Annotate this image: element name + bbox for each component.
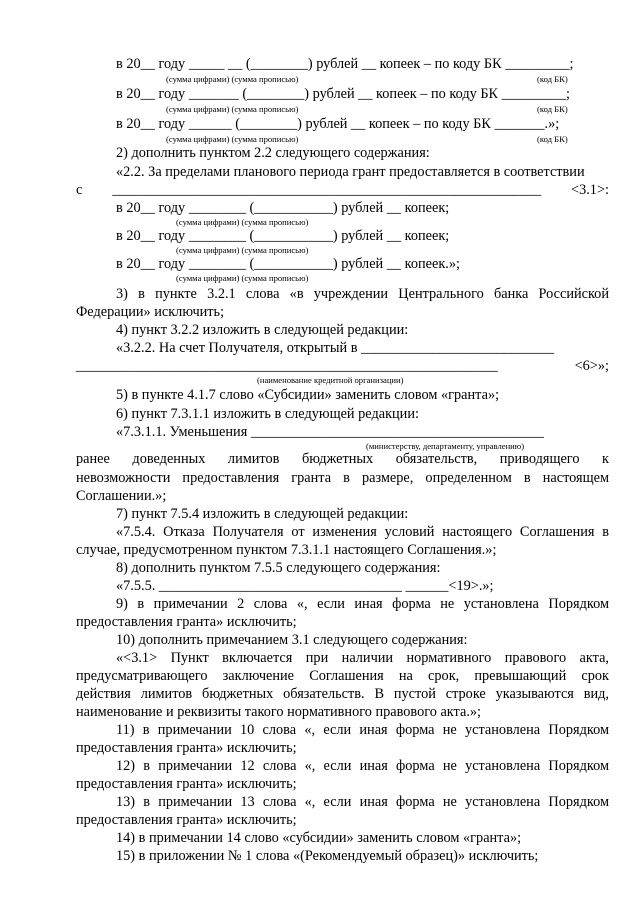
field-caption: (сумма цифрами) (сумма прописью) bbox=[166, 74, 299, 84]
text-line: «7.3.1.1. Уменьшения _________________________________________ bbox=[116, 424, 544, 440]
text-line: Федерации» исключить; bbox=[76, 304, 225, 320]
text-line: случае, предусмотренном пунктом 7.3.1.1 настоящего Соглашения.»; bbox=[76, 542, 497, 558]
text-line: 13) в примечании 13 слова «, если иная форма не установлена Порядком bbox=[116, 794, 609, 810]
text-line: действия лимитов бюджетных обязательств. В пустой строке указываются вид, bbox=[76, 686, 609, 702]
text-line: 6) пункт 7.3.1.1 изложить в следующей редакции: bbox=[116, 406, 419, 422]
text-line: 3) в пункте 3.2.1 слова «в учреждении Центрального банка Российской bbox=[116, 286, 609, 302]
text-line: «7.5.5. __________________________________ ______<19>.»; bbox=[116, 578, 494, 594]
text-line: невозможности предоставления гранта в размере, определенном в настоящем bbox=[76, 470, 609, 486]
field-caption: (код БК) bbox=[537, 74, 568, 84]
text-line: 15) в приложении № 1 слова «(Рекомендуемый образец)» исключить; bbox=[116, 848, 539, 864]
text-line: 12) в примечании 12 слова «, если иная форма не установлена Порядком bbox=[116, 758, 609, 774]
text-line: ___________________________________________________________ <6>»; bbox=[76, 358, 609, 374]
field-caption: (сумма цифрами) (сумма прописью) bbox=[176, 217, 309, 227]
text-line: 7) пункт 7.5.4 изложить в следующей редакции: bbox=[116, 506, 409, 522]
text-line: предоставления гранта» исключить; bbox=[76, 776, 297, 792]
text-line: предоставления гранта» исключить; bbox=[76, 812, 297, 828]
text-line: с ____________________________________________________________ <3.1>: bbox=[76, 182, 609, 198]
text-line: Соглашении.»; bbox=[76, 488, 167, 504]
text-line: 11) в примечании 10 слова «, если иная форма не установлена Порядком bbox=[116, 722, 609, 738]
field-caption: (сумма цифрами) (сумма прописью) bbox=[176, 273, 309, 283]
text-line: «7.5.4. Отказа Получателя от изменения условий настоящего Соглашения в bbox=[116, 524, 609, 540]
field-caption: (министерству, департаменту, управлению) bbox=[366, 441, 525, 451]
text-line: 9) в примечании 2 слова «, если иная форма не установлена Порядком bbox=[116, 596, 609, 612]
text-line: «2.2. За пределами планового периода грант предоставляется в соответствии bbox=[116, 164, 585, 180]
text-line: «<3.1> Пункт включается при наличии нормативного правового акта, bbox=[116, 650, 609, 666]
field-caption: (сумма цифрами) (сумма прописью) bbox=[176, 245, 309, 255]
text-line: 8) дополнить пунктом 7.5.5 следующего содержания: bbox=[116, 560, 441, 576]
field-caption: (код БК) bbox=[537, 134, 568, 144]
text-line: 14) в примечании 14 слово «субсидии» заменить словом «гранта»; bbox=[116, 830, 522, 846]
text-line: в 20__ году _______ (________) рублей __ копеек – по коду БК _________; bbox=[116, 86, 570, 102]
text-line: 2) дополнить пунктом 2.2 следующего содержания: bbox=[116, 145, 430, 161]
field-caption: (сумма цифрами) (сумма прописью) bbox=[166, 134, 299, 144]
field-caption: (наименование кредитной организации) bbox=[257, 375, 404, 385]
text-line: 10) дополнить примечанием 3.1 следующего содержания: bbox=[116, 632, 468, 648]
text-line: наименование и реквизиты такого нормативного правового акта.»; bbox=[76, 704, 482, 720]
text-line: 4) пункт 3.2.2 изложить в следующей редакции: bbox=[116, 322, 409, 338]
text-line: «3.2.2. На счет Получателя, открытый в ___________________________ bbox=[116, 340, 555, 356]
text-line: в 20__ году _____ __ (________) рублей __ копеек – по коду БК _________; bbox=[116, 56, 574, 72]
text-line: в 20__ году ________ (___________) рублей __ копеек; bbox=[116, 228, 450, 244]
field-caption: (сумма цифрами) (сумма прописью) bbox=[166, 104, 299, 114]
field-caption: (код БК) bbox=[537, 104, 568, 114]
text-line: 5) в пункте 4.1.7 слово «Субсидии» заменить словом «гранта»; bbox=[116, 387, 500, 403]
text-line: в 20__ году ________ (___________) рублей __ копеек; bbox=[116, 200, 450, 216]
text-line: предоставления гранта» исключить; bbox=[76, 740, 297, 756]
text-line: предусматривающего заключение Соглашения на срок, превышающий срок bbox=[76, 668, 609, 684]
text-line: в 20__ году ________ (___________) рублей __ копеек.»; bbox=[116, 256, 460, 272]
text-line: предоставления гранта» исключить; bbox=[76, 614, 297, 630]
text-line: в 20__ году ______ (________) рублей __ копеек – по коду БК _______.»; bbox=[116, 116, 560, 132]
text-line: ранее доведенных лимитов бюджетных обязательств, приводящего к bbox=[76, 451, 609, 467]
